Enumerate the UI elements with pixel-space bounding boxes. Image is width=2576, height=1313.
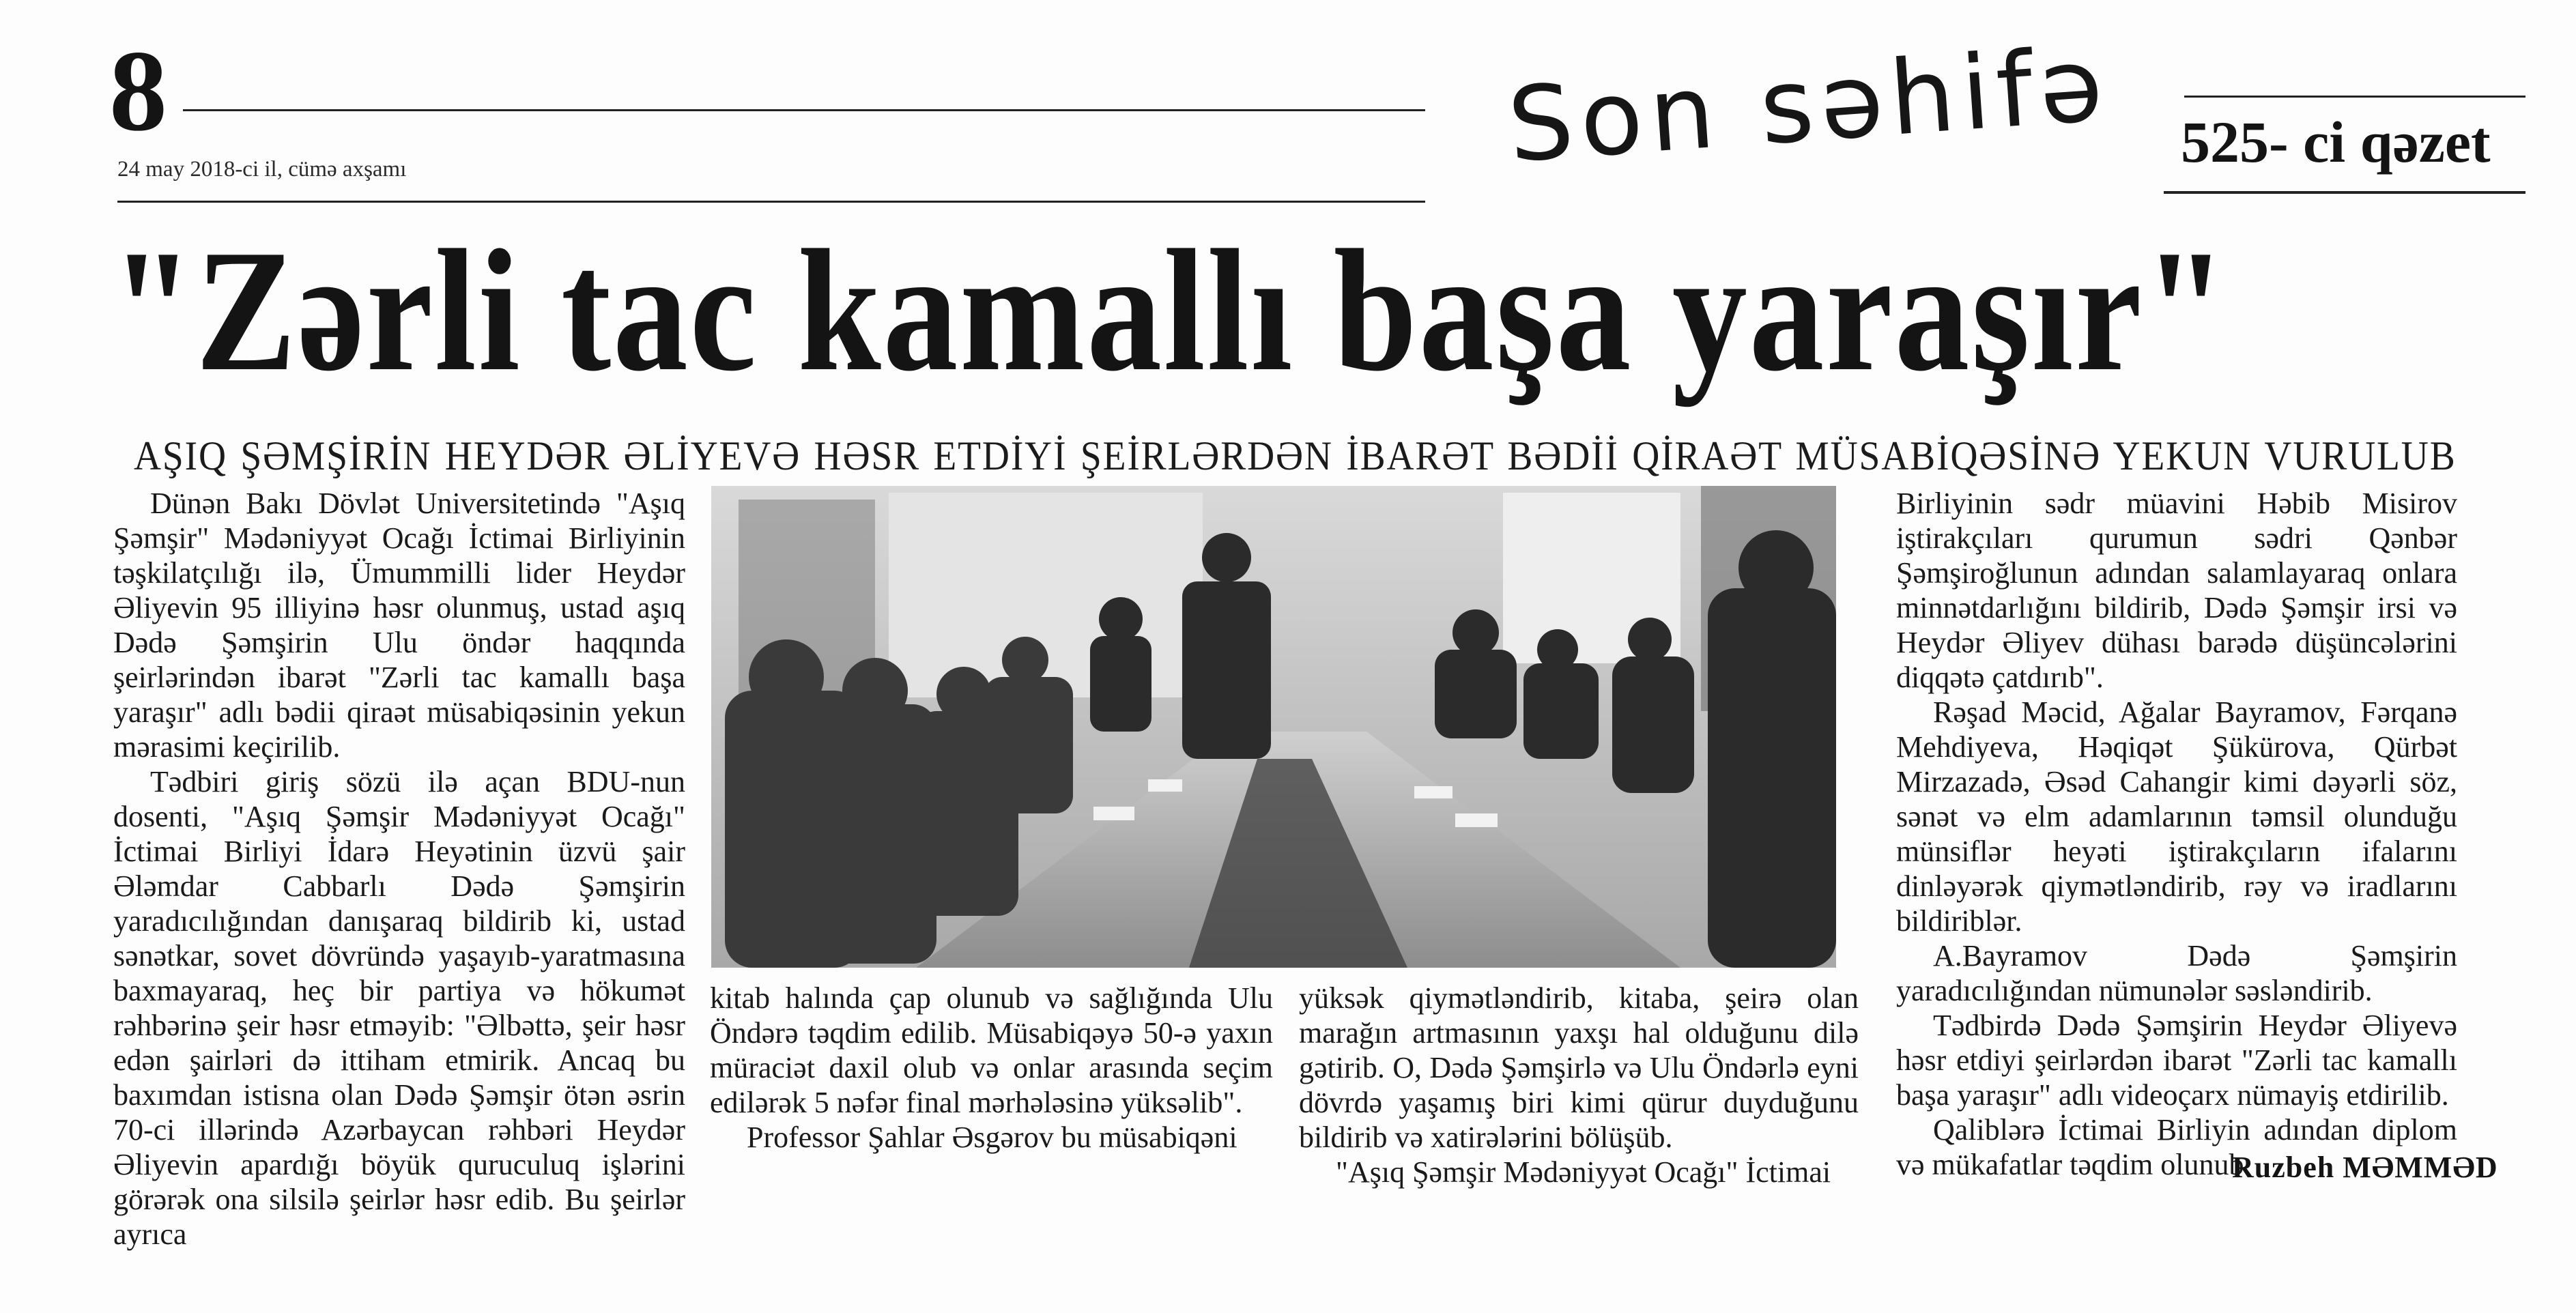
masthead-rule-top [2184, 96, 2525, 98]
article-column-1 [113, 486, 685, 1252]
section-title: Son səhifə [1504, 25, 2113, 186]
article-column-4 [1896, 486, 2457, 1182]
masthead-rule-bottom [2164, 191, 2525, 194]
article-column-2 [710, 981, 1273, 1155]
paragraph: A.Bayramov Dədə Şəmşirin yaradıcılığından nümunələr səsləndirib. [1896, 939, 2457, 1007]
header-rule [183, 109, 1425, 111]
paragraph: Professor Şahlar Əsgərov bu müsabiqəni [747, 1121, 1237, 1154]
paragraph: "Aşıq Şəmşir Mədəniyyət Ocağı" İctimai [1336, 1155, 1831, 1189]
paragraph: Dünən Bakı Dövlət Universitetində "Aşıq Şəmşir" Mədəniyyət Ocağı İctimai Birliyinin təşkilatçılığı ilə, Ümummilli lider Heydər Əliyevin 95 illiyinə həsr olunmuş, ustad aşıq Dədə Şəmşirin Ulu öndər haqqında şeirlərindən ibarət "Zərli tac kamallı başa yaraşır" adlı bədii qiraət müsabiqəsinin yekun mərasimi keçirilib. [113, 487, 685, 764]
meeting-photo-illustration [711, 486, 1836, 968]
article-column-3 [1299, 981, 1859, 1189]
date-rule [117, 201, 1425, 203]
paragraph: kitab halında çap olunub və sağlığında Ulu Öndərə təqdim edilib. Müsabiqəyə 50-ə yaxın müraciət daxil olub və onlar arasında seçim edilərək 5 nəfər final mərhələsinə yüksəlib". [710, 981, 1273, 1119]
paragraph: Tədbirdə Dədə Şəmşirin Heydər Əliyevə həsr etdiyi şeirlərdən ibarət "Zərli tac kamallı başa yaraşır" adlı videoçarx nümayiş etdirilib. [1896, 1009, 2457, 1112]
paragraph: yüksək qiymətləndirib, kitaba, şeirə olan marağın artmasının yaxşı hal olduğunu dilə gətirib. O, Dədə Şəmşirlə və Ulu Öndərlə eyni dövrdə yaşamış biri kimi qürur duyduğunu bildirib və xatirələrini bölüşüb. [1299, 981, 1859, 1154]
paragraph: Rəşad Məcid, Ağalar Bayramov, Fərqanə Mehdiyeva, Həqiqət Şükürova, Qürbət Mirzazadə, Əsəd Cahangir kimi dəyərli söz, sənət və elm adamlarının təmsil olunduğu münsiflər heyəti iştirakçıların ifalarını dinləyərək qiymətləndirib, rəy və iradlarını bildiriblər. [1896, 695, 2457, 938]
newspaper-name: 525- ci qəzet [2181, 109, 2491, 175]
author-byline: Ruzbeh MƏMMƏD [2232, 1151, 2498, 1184]
event-photo [711, 486, 1836, 968]
page-number: 8 [109, 27, 164, 155]
article-headline: "Zərli tac kamallı başa yaraşır" [111, 214, 2229, 407]
paragraph: Birliyinin sədr müavini Həbib Misirov iştirakçıları qurumun sədri Qənbər Şəmşiroğlunun adından salamlayaraq onlara minnətdarlığını bildirib, Dədə Şəmşir irsi və Heydər Əliyev dühası barədə düşüncələrini diqqətə çatdırıb". [1896, 487, 2457, 694]
issue-date: 24 may 2018-ci il, cümə axşamı [117, 157, 407, 182]
paragraph: Qaliblərə İctimai Birliyin adından diplom və mükafatlar təqdim olunub. [1896, 1113, 2457, 1181]
paragraph: Tədbiri giriş sözü ilə açan BDU-nun dosenti, "Aşıq Şəmşir Mədəniyyət Ocağı" İctimai Birliyi İdarə Heyətinin üzvü şair Ələmdar Cabbarlı Dədə Şəmşirin yaradıcılığından danışaraq bildirib ki, ustad sənətkar, sovet dövründə yaşayıb-yaratmasına baxmayaraq, heç bir partiya və hökumət rəhbərinə şeir həsr etməyib: "Əlbəttə, şeir həsr edən şairləri də ittiham etmirik. Ancaq bu baxımdan istisna olan Dədə Şəmşir ötən əsrin 70-ci illərində Azərbaycan rəhbəri Heydər Əliyevin apardığı böyük quruculuq işlərini görərək ona silsilə şeirlər həsr edib. Bu şeirlər ayrıca [113, 765, 685, 1251]
article-subheadline: AŞIQ ŞƏMŞİRİN HEYDƏR ƏLİYEVƏ HƏSR ETDİYİ ŞEİRLƏRDƏN İBARƏT BƏDİİ QİRAƏT MÜSABİQƏSİNƏ YEKUN VURULUB [134, 433, 2457, 478]
